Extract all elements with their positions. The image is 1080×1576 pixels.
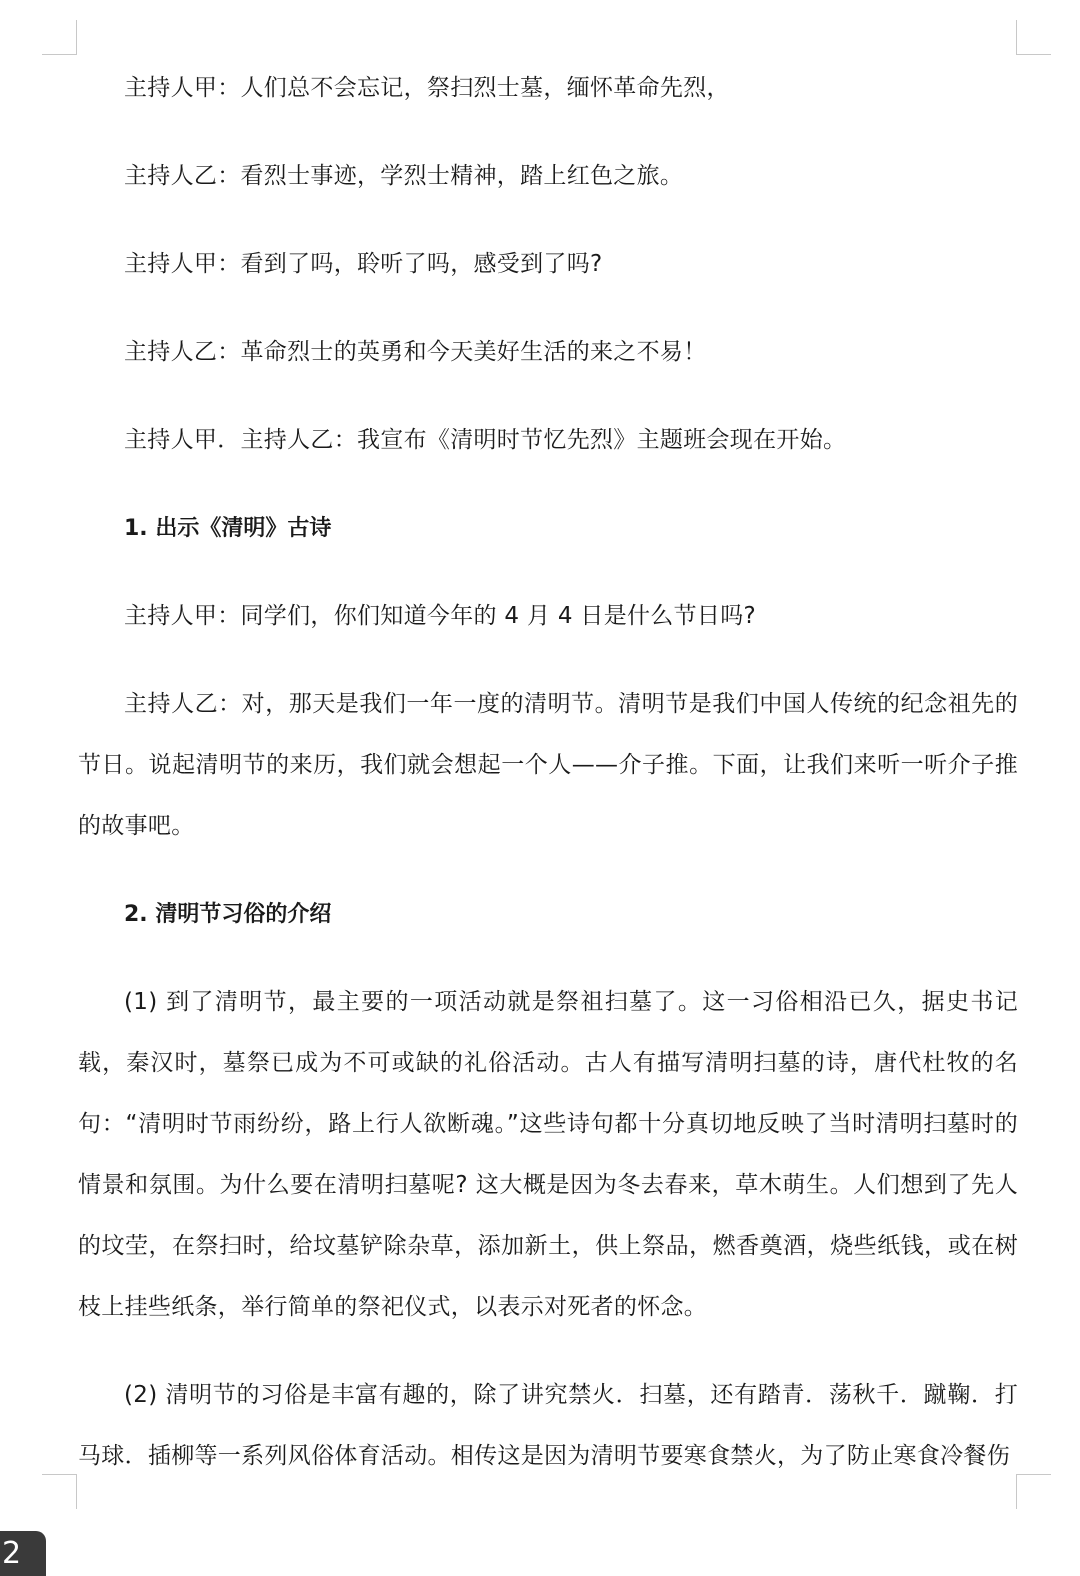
dialogue-line: 主持人甲：同学们，你们知道今年的 4 月 4 日是什么节日吗? [124,603,757,629]
dialogue-paragraph: 主持人乙：对，那天是我们一年一度的清明节。清明节是我们中国人传统的纪念祖先的节日。说起清明节的来历，我们就会想起一个人——介子推。下面，让我们来听一听介子推的故事吧。 [78,691,1018,839]
section-heading: 1. 出示《清明》古诗 [124,516,332,541]
document-body [78,58,1018,1487]
dialogue-line: 主持人甲：人们总不会忘记，祭扫烈士墓，缅怀革命先烈， [124,75,730,101]
page-number-badge: 2 [0,1531,46,1576]
dialogue-line: 主持人甲．主持人乙：我宣布《清明时节忆先烈》主题班会现在开始。 [124,427,847,453]
page-corner-mark [42,20,77,55]
dialogue-line: 主持人甲：看到了吗，聆听了吗，感受到了吗? [124,251,603,277]
dialogue-line: 主持人乙：革命烈士的英勇和今天美好生活的来之不易！ [124,339,707,365]
page-corner-mark [1016,20,1051,55]
dialogue-line: 主持人乙：看烈士事迹，学烈士精神，踏上红色之旅。 [124,163,684,189]
body-paragraph: (2) 清明节的习俗是丰富有趣的，除了讲究禁火．扫墓，还有踏青．荡秋千．蹴鞠．打马球．插柳等一系列风俗体育活动。相传这是因为清明节要寒食禁火，为了防止寒食冷餐伤 [78,1382,1018,1469]
page-corner-mark [42,1474,77,1509]
page-corner-mark [1016,1474,1051,1509]
body-paragraph: (1) 到了清明节，最主要的一项活动就是祭祖扫墓了。这一习俗相沿已久，据史书记载，秦汉时，墓祭已成为不可或缺的礼俗活动。古人有描写清明扫墓的诗，唐代杜牧的名句：“清明时节雨纷纷，路上行人欲断魂。”这些诗句都十分真切地反映了当时清明扫墓时的情景和氛围。为什么要在清明扫墓呢? 这大概是因为冬去春来，草木萌生。人们想到了先人的坟茔，在祭扫时，给坟墓铲除杂草，添加新土，供上祭品，燃香奠酒，烧些纸钱，或在树枝上挂些纸条，举行简单的祭祀仪式，以表示对死者的怀念。 [78,989,1018,1320]
section-heading: 2. 清明节习俗的介绍 [124,902,332,927]
